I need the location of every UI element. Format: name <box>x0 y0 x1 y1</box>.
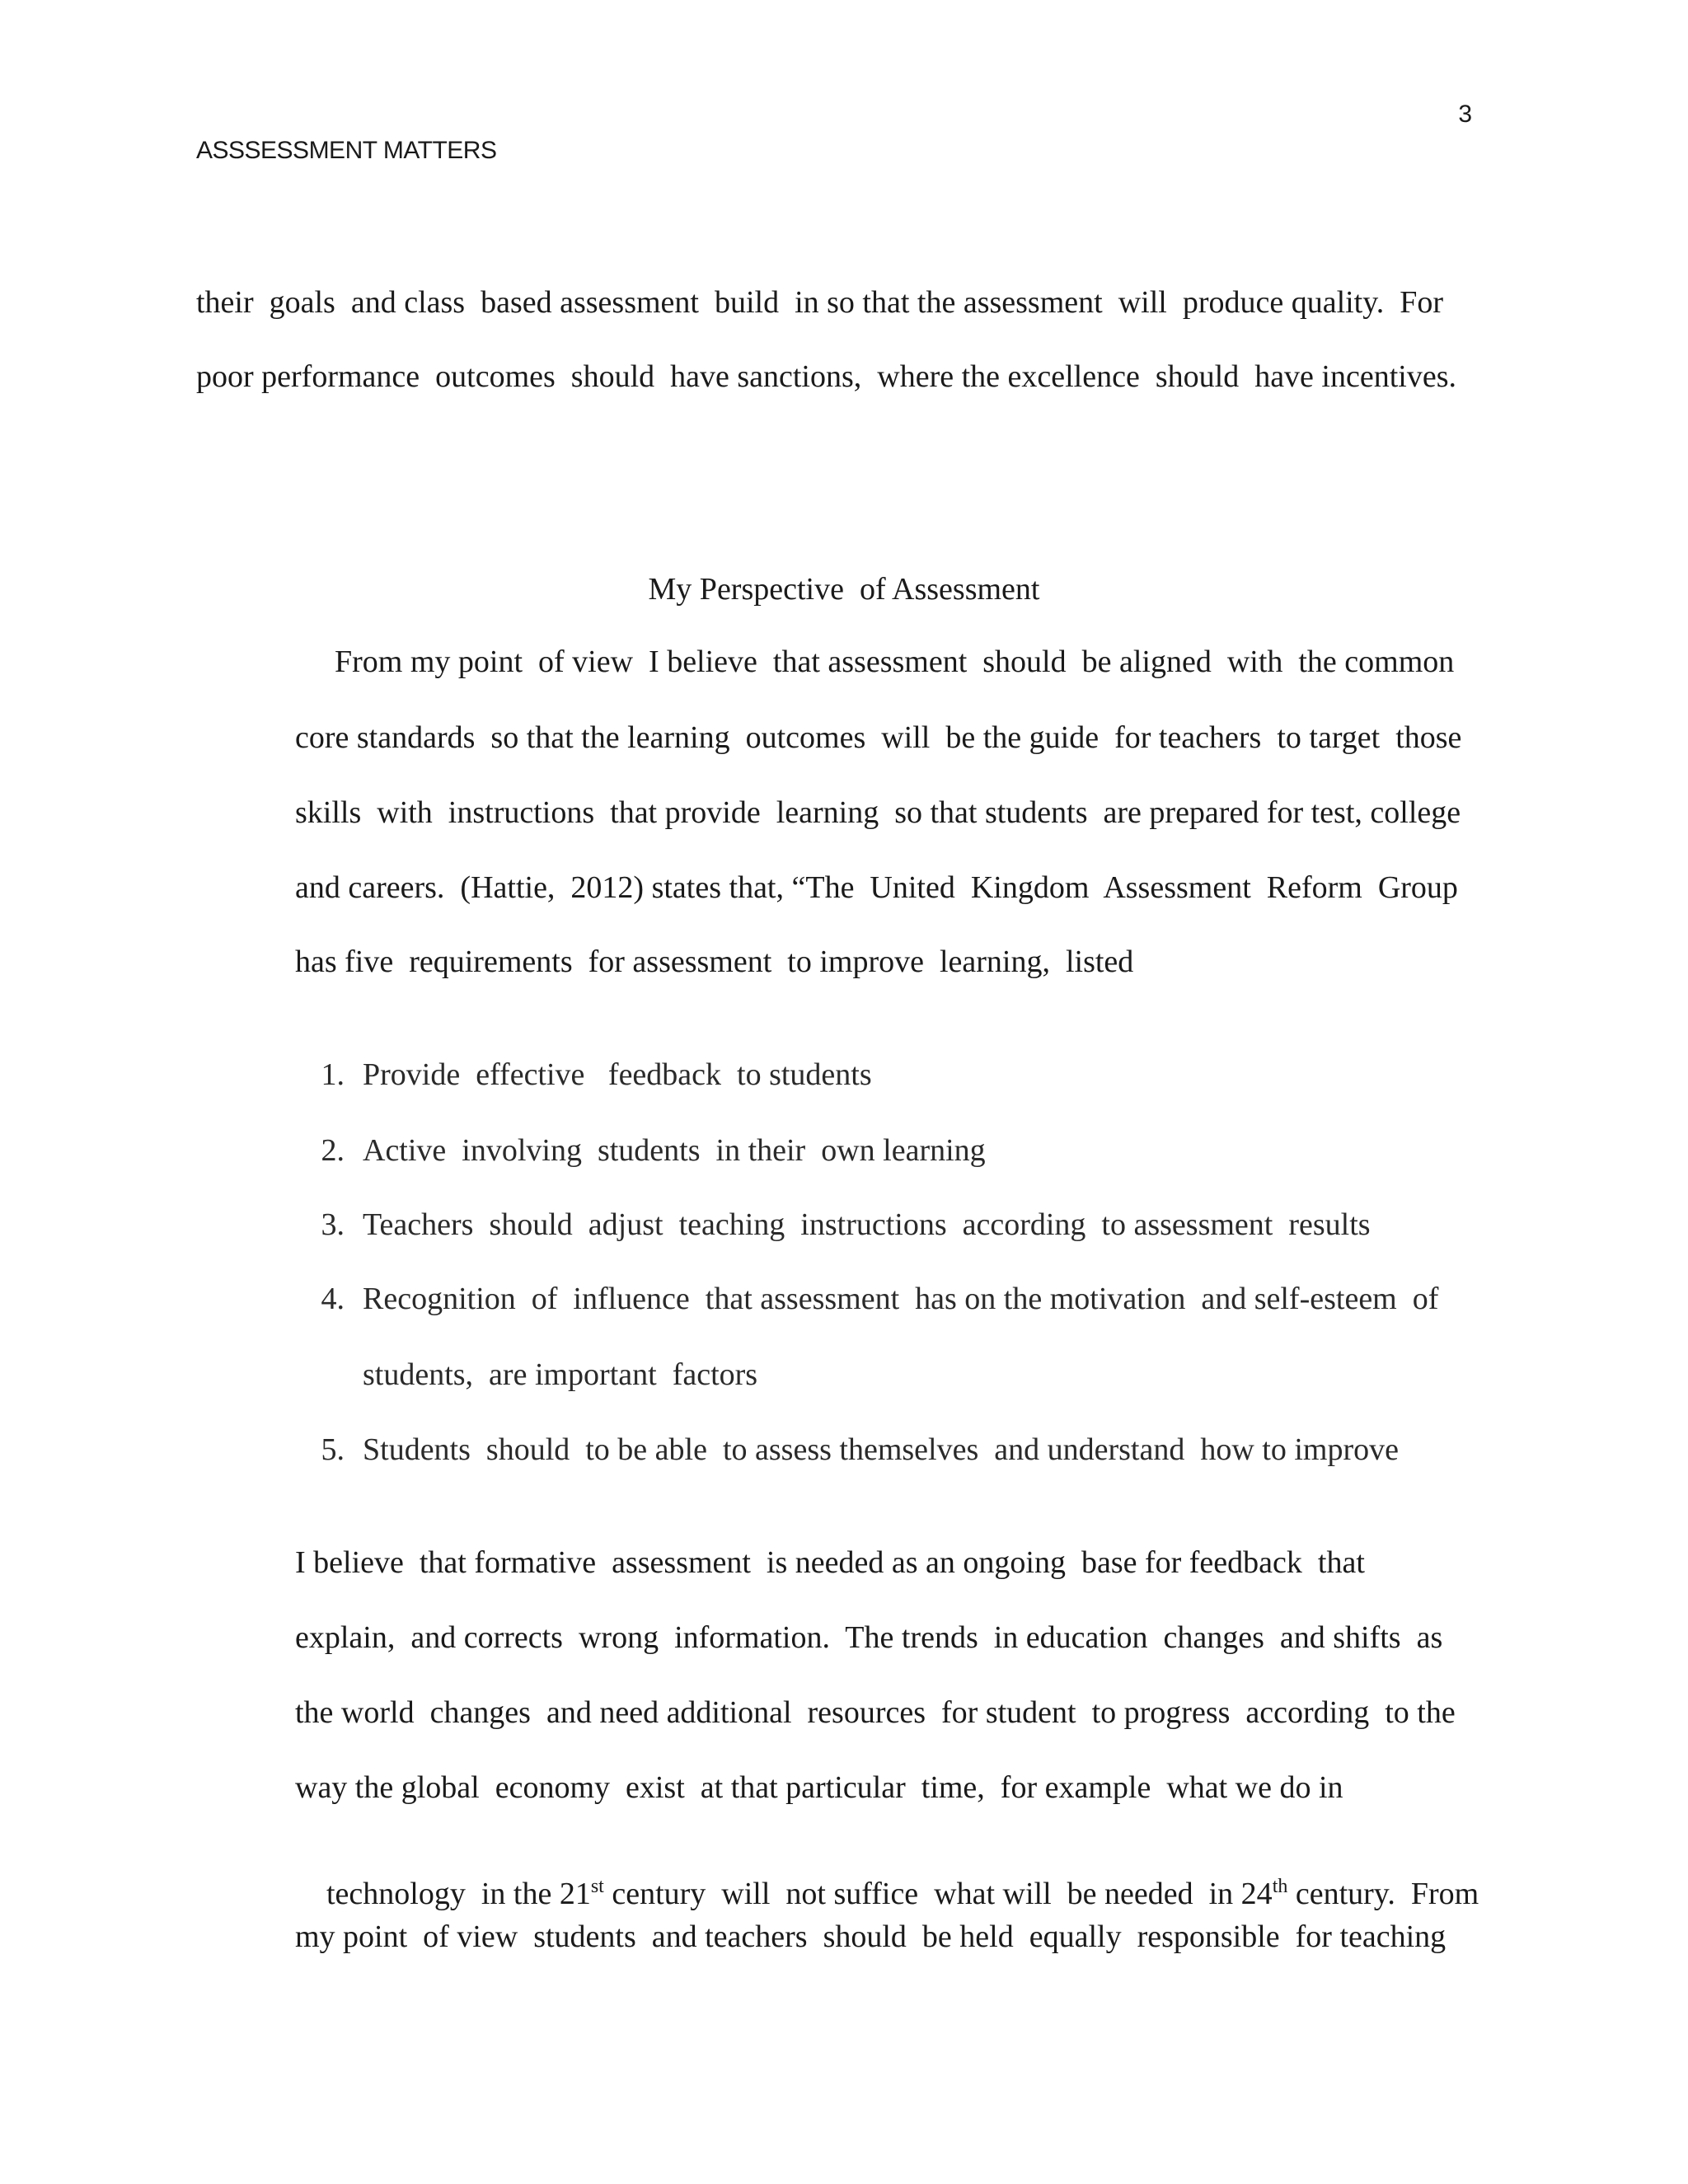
list-number: 2. <box>321 1133 345 1168</box>
list-text: Teachers should adjust teaching instructions according to assessment results <box>363 1207 1371 1242</box>
list-number: 3. <box>321 1207 345 1242</box>
list-number: 1. <box>321 1057 345 1092</box>
paragraph2-line-2: explain, and corrects wrong information. The trends in education changes and shifts as <box>295 1620 1443 1655</box>
list-text: Students should to be able to assess themselves and understand how to improve <box>363 1432 1399 1467</box>
list-text: Recognition of influence that assessment has on the motivation and self-esteem of <box>363 1282 1439 1316</box>
intro-line-1: their goals and class based assessment build in so that the assessment will produce quality. For <box>196 285 1444 320</box>
list-text: Provide effective feedback to students <box>363 1057 872 1092</box>
list-text: Active involving students in their own learning <box>363 1133 986 1168</box>
paragraph1-line-5: has five requirements for assessment to improve learning, listed <box>295 944 1134 979</box>
paragraph2-line-1: I believe that formative assessment is needed as an ongoing base for feedback that <box>295 1545 1365 1580</box>
paragraph2-line-5-part-a: technology in the 21 <box>326 1877 591 1911</box>
list-number: 4. <box>321 1282 345 1316</box>
paragraph2-line-5-part-b: century will not suffice what will be needed in 24 <box>603 1877 1273 1911</box>
intro-line-2: poor performance outcomes should have sanctions, where the excellence should have incentives. <box>196 359 1456 394</box>
paragraph1-line-1: From my point of view I believe that assessment should be aligned with the common <box>335 644 1455 679</box>
paragraph2-line-5-part-c: century. From <box>1287 1877 1479 1911</box>
paragraph1-line-4: and careers. (Hattie, 2012) states that, “The United Kingdom Assessment Reform Group <box>295 870 1458 905</box>
paragraph1-line-2: core standards so that the learning outcomes will be the guide for teachers to target those <box>295 720 1462 755</box>
superscript-st: st <box>590 1876 604 1897</box>
paragraph1-line-3: skills with instructions that provide learning so that students are prepared for test, college <box>295 795 1461 830</box>
running-head: ASSSESSMENT MATTERS <box>196 137 497 164</box>
paragraph2-line-4: way the global economy exist at that particular time, for example what we do in <box>295 1770 1343 1805</box>
page-number: 3 <box>1458 101 1472 128</box>
list-text: students, are important factors <box>363 1357 758 1392</box>
paragraph2-line-3: the world changes and need additional resources for student to progress according to the <box>295 1695 1456 1730</box>
list-number: 5. <box>321 1432 345 1467</box>
section-heading: My Perspective of Assessment <box>648 572 1040 607</box>
paragraph2-line-6: my point of view students and teachers should be held equally responsible for teaching <box>295 1919 1447 1954</box>
superscript-th: th <box>1272 1876 1288 1897</box>
